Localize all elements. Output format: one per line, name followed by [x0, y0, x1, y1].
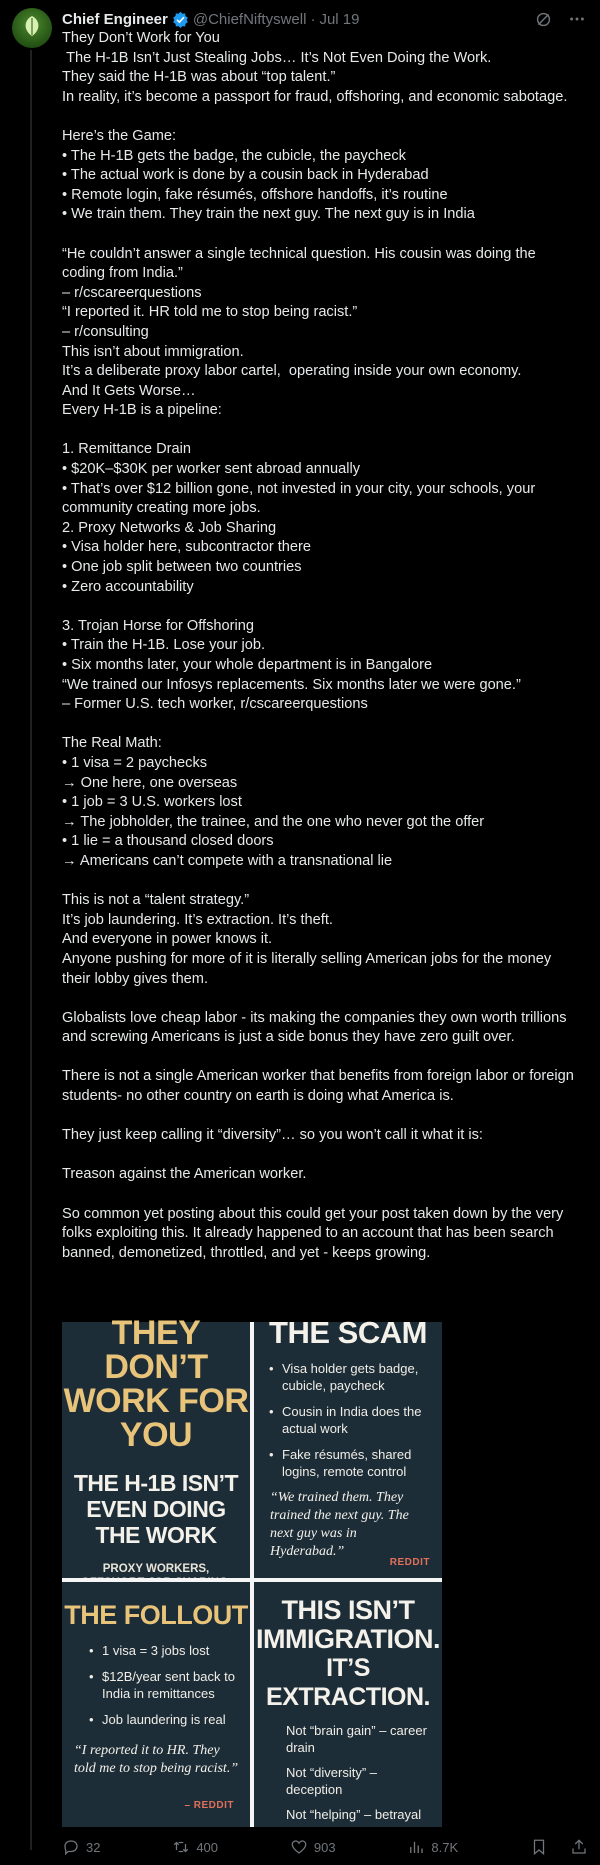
poster-panel-scam — [254, 1315, 442, 1578]
like-button[interactable] — [290, 1838, 336, 1856]
views-count: 8.7K — [431, 1839, 459, 1855]
scam-bullets — [266, 1360, 430, 1480]
repost-count: 400 — [196, 1839, 219, 1855]
share-button[interactable] — [570, 1838, 588, 1856]
tweet-header — [62, 8, 588, 30]
poster-scam-title: THE SCAM — [269, 1315, 427, 1350]
poster-title-line: YOU — [119, 1416, 193, 1454]
poster-subtitle-line: EVEN DOING — [86, 1496, 226, 1522]
like-icon — [290, 1838, 308, 1856]
reply-count: 32 — [86, 1839, 101, 1855]
list-item: • Job laundering is real — [86, 1711, 240, 1728]
avatar[interactable] — [12, 8, 52, 48]
poster-title-line: IMMIGRATION. — [256, 1624, 440, 1654]
repost-button[interactable] — [172, 1838, 218, 1856]
author-name[interactable]: Chief Engineer — [62, 10, 168, 28]
verified-badge-icon — [172, 11, 189, 28]
list-item: Not “helping” – betrayal — [286, 1807, 422, 1822]
poster-panel-follout — [62, 1582, 250, 1827]
repost-icon — [172, 1838, 190, 1856]
list-item: Not “diversity” – deception — [286, 1765, 378, 1797]
poster-follout-title: THE FOLLOUT — [64, 1600, 248, 1630]
views-button[interactable] — [407, 1838, 458, 1856]
list-item: • 1 visa = 3 jobs lost — [86, 1642, 240, 1659]
extraction-items — [286, 1722, 430, 1823]
grok-icon[interactable] — [532, 8, 554, 30]
list-item: • Visa holder gets badge, cubicle, paycheck — [266, 1360, 430, 1394]
like-count: 903 — [313, 1839, 336, 1855]
poster-panel-title — [62, 1314, 250, 1578]
poster-title-line: THIS ISN’T — [281, 1595, 415, 1625]
poster-title-line: THEY DON’T — [104, 1314, 208, 1386]
scam-source: REDDIT — [389, 1557, 430, 1568]
follout-source: – REDDIT — [184, 1800, 234, 1811]
reply-icon — [62, 1838, 80, 1856]
tweet-text: They Don’t Work for You The H-1B Isn’t Just Stealing Jobs… It’s Not Even Doing the Work. They said the H-1B was about “top talent.” In reality, it’s become a passport for fraud, offshoring, and economic sabotage. Here’s the Game: • The H-1B gets the badge, the cubicle, the paycheck • The actual work is done by a cousin back in Hyderabad • Remote login, fake résumés, offshore handoffs, it’s routine • We train them. They train the next guy. The next guy is in India “He couldn’t answer a single technical question. His cousin was doing the coding from India.” – r/cscareerquestions “I reported it. HR told me to stop being racist.” – r/consulting This isn’t about immigration. It’s a deliberate proxy labor cartel, operating inside your own economy. And It Gets Worse… Every H-1B is a pipeline: 1. Remittance Drain • $20K–$30K per worker sent abroad annually • That’s over $12 billion gone, not invested in your city, your schools, your community creating more jobs. 2. Proxy Networks & Job Sharing • Visa holder here, subcontractor there • One job split between two countries • Zero accountability 3. Trojan Horse for Offshoring • Train the H-1B. Lose your job. • Six months later, your whole department is in Bangalore “We trained our Infosys replacements. Six months later we were gone.” – Former U.S. tech worker, r/cscareerquestions The Real Math: • 1 visa = 2 paychecks → One here, one overseas • 1 job = 3 U.S. workers lost → The jobholder, the trainee, and the one who never got the offer • 1 lie = a thousand closed doors → Americans can’t compete with a transnational lie This is not a “talent strategy.” It’s job laundering. It’s extraction. It’s theft. And everyone in power knows it. Anyone pushing for more of it is literally selling American jobs for the money their lobby gives them. Globalists love cheap labor - its making the companies they own worth trillions and screwing Americans is just a side bonus they have zero guilt over. There is not a single American worker that benefits from foreign labor or foreign students- no other country on earth is doing what America is. They just keep calling it “diversity”… so you won’t call it what it is: Treason against the American worker. So common yet posting about this could get your post taken down by the very folks exploiting this. It already happened to an account that has been search banned, demonetized, throttled, and yet - keeps growing. — [62, 30, 574, 1261]
action-bar — [62, 1836, 588, 1858]
poster-footer: PROXY WORKERS, — [102, 1563, 210, 1575]
poster-panel-extraction — [254, 1582, 442, 1827]
tweet-image[interactable] — [62, 1314, 442, 1827]
list-item: • Fake résumés, shared logins, remote control — [266, 1446, 430, 1480]
bookmark-icon — [530, 1838, 548, 1856]
poster-subtitle-line: THE H-1B ISN’T — [73, 1470, 239, 1496]
follout-bullets — [86, 1642, 240, 1728]
poster-divider-vertical — [250, 1322, 254, 1827]
thread-line — [30, 50, 32, 1850]
poster-subtitle-line: THE WORK — [95, 1522, 217, 1548]
post-date[interactable]: Jul 19 — [319, 10, 360, 28]
avatar-leaf-icon — [12, 8, 52, 48]
list-item: • $12B/year sent back to India in remittances — [86, 1668, 240, 1702]
separator-dot: · — [310, 10, 316, 28]
bookmark-button[interactable] — [530, 1838, 548, 1856]
more-icon[interactable] — [566, 8, 588, 30]
reply-button[interactable] — [62, 1838, 100, 1856]
follout-quote: “I reported it to HR. They told me to stop being racist.” — [74, 1743, 239, 1776]
share-icon — [570, 1838, 588, 1856]
list-item: • Cousin in India does the actual work — [266, 1403, 430, 1437]
poster-divider-horizontal — [62, 1578, 442, 1582]
scam-quote: “We trained them. They trained the next guy. The next guy was in Hyderabad.” — [270, 1490, 409, 1559]
poster-title-line: WORK FOR — [63, 1382, 249, 1420]
list-item: Not “brain gain” – career drain — [286, 1723, 427, 1755]
views-icon — [407, 1838, 425, 1856]
poster-title-line: IT’S EXTRACTION. — [266, 1654, 430, 1711]
author-handle[interactable]: @ChiefNiftyswell — [192, 10, 307, 28]
